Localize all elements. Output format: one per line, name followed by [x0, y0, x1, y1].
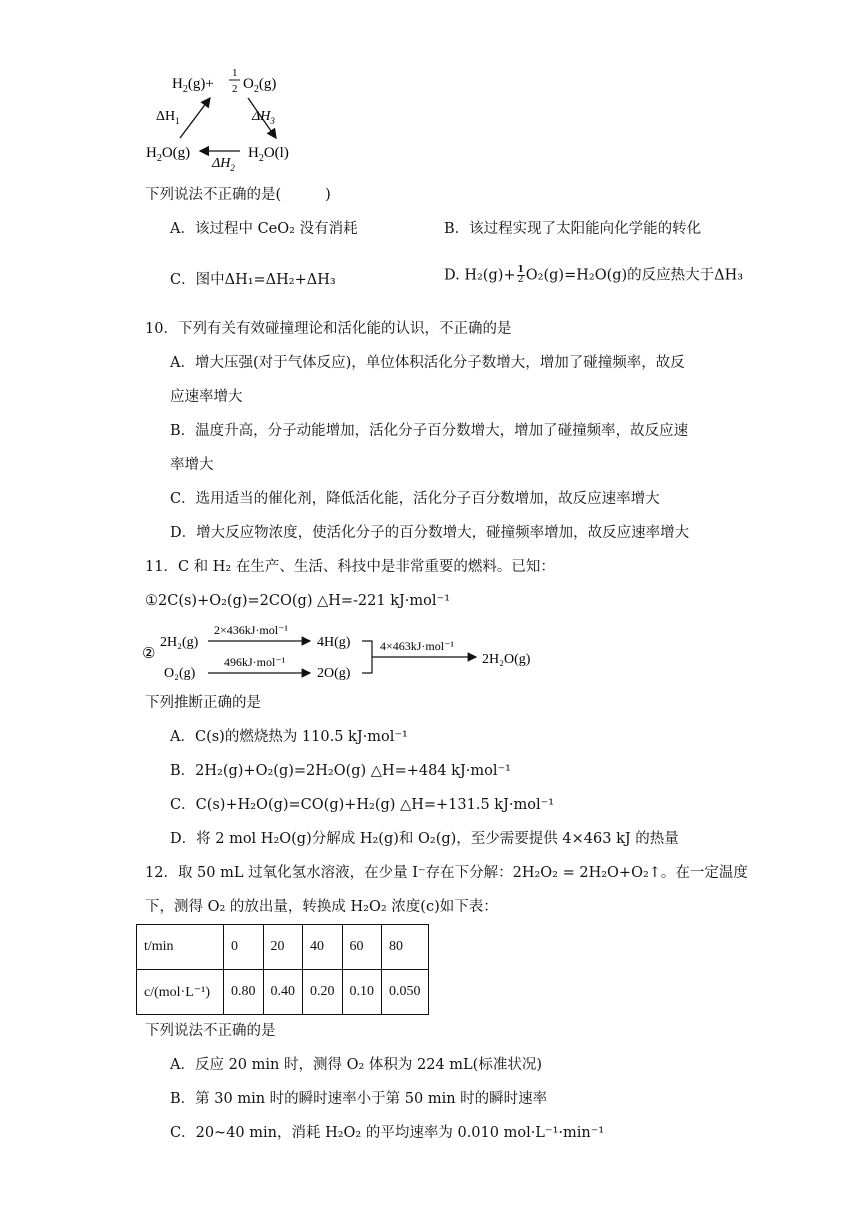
- energy-h2: 2×436kJ·mol⁻¹: [214, 623, 289, 637]
- q11-eq1: ①2C(s)+O₂(g)=2CO(g) △H=-221 kJ·mol⁻¹: [145, 593, 451, 609]
- label-dh3: $\Delta H_3$: [252, 109, 275, 126]
- table-cell: 0.40: [263, 970, 303, 1015]
- table-cell: 40: [303, 925, 343, 970]
- table-cell: 60: [342, 925, 382, 970]
- label-dh1: $\Delta H_1$: [156, 109, 180, 126]
- table-cell: 0.10: [342, 970, 382, 1015]
- hess-cycle-diagram: [140, 62, 340, 172]
- q10-option-a-line2: 应速率增大: [170, 389, 243, 405]
- q12-option-b: B．第 30 min 时的瞬时速率小于第 50 min 时的瞬时速率: [170, 1091, 548, 1107]
- top-species: $H_2(g)+$: [172, 76, 214, 95]
- top-o2: $O_2(g)$: [243, 76, 277, 95]
- table-row: [137, 970, 429, 1015]
- q12-prompt: 下列说法不正确的是: [145, 1023, 276, 1039]
- q12-option-c: C．20~40 min，消耗 H₂O₂ 的平均速率为 0.010 mol·L⁻¹·min⁻¹: [170, 1125, 605, 1141]
- q10-stem: 10．下列有关有效碰撞理论和活化能的认识，不正确的是: [145, 321, 512, 337]
- product-h: 4H(g): [317, 635, 351, 650]
- q11-prompt: 下列推断正确的是: [145, 695, 261, 711]
- q10-option-c: C．选用适当的催化剂，降低活化能，活化分子百分数增加，故反应速率增大: [170, 491, 660, 507]
- concentration-table: [136, 924, 429, 1015]
- q12-option-a: A．反应 20 min 时，测得 O₂ 体积为 224 mL(标准状况): [170, 1057, 542, 1073]
- q12-stem-line2: 下，测得 O₂ 的放出量，转换成 H₂O₂ 浓度(c)如下表：: [145, 899, 498, 915]
- label-dh2: $\Delta H_2$: [212, 156, 235, 172]
- q12-stem-line1: 12．取 50 mL 过氧化氢水溶液，在少量 I⁻存在下分解：2H₂O₂ = 2H₂O+O₂↑。在一定温度: [145, 865, 748, 881]
- q10-option-b-line1: B．温度升高，分子动能增加，活化分子百分数增大，增加了碰撞频率，故反应速: [170, 423, 689, 439]
- energy-h2o: 4×463kJ·mol⁻¹: [380, 639, 455, 653]
- table-cell: 20: [263, 925, 303, 970]
- table-cell: 0: [224, 925, 264, 970]
- q9-option-a: A．该过程中 CeO₂ 没有消耗: [170, 221, 358, 237]
- table-cell: 0.80: [224, 970, 264, 1015]
- table-cell: 0.050: [382, 970, 429, 1015]
- q11-option-b: B．2H₂(g)+O₂(g)=2H₂O(g) △H=+484 kJ·mol⁻¹: [170, 763, 511, 779]
- table-cell: t/min: [137, 925, 224, 970]
- table-cell: c/(mol·L⁻¹): [137, 970, 224, 1015]
- product-h2o: 2H₂O(g): [482, 652, 531, 667]
- bond-energy-diagram: [140, 622, 540, 686]
- q11-option-a: A．C(s)的燃烧热为 110.5 kJ·mol⁻¹: [170, 729, 408, 745]
- table-row: [137, 925, 429, 970]
- arrow-dh1: [180, 98, 210, 138]
- q9-option-c: C．图中ΔH₁=ΔH₂+ΔH₃: [170, 272, 336, 288]
- q10-option-d: D．增大反应物浓度，使活化分子的百分数增大，碰撞频率增加，故反应速率增大: [170, 525, 690, 541]
- right-h2o: $H_2O(l)$: [248, 145, 289, 164]
- table-cell: 80: [382, 925, 429, 970]
- product-o: 2O(g): [317, 666, 351, 681]
- q11-option-d: D．将 2 mol H₂O(g)分解成 H₂(g)和 O₂(g)，至少需要提供 4×463 kJ 的热量: [170, 831, 679, 847]
- energy-o2: 496kJ·mol⁻¹: [224, 655, 286, 669]
- q9-option-d: D. H₂(g)+ $\frac{1}{2}$ O₂(g)=H₂O(g)的反应热大于ΔH₃: [444, 265, 744, 285]
- frac-den: 2: [232, 83, 238, 95]
- q10-option-a-line1: A．增大压强(对于气体反应)，单位体积活化分子数增大，增加了碰撞频率，故反: [170, 355, 685, 371]
- left-h2o: $H_2O(g)$: [146, 145, 191, 164]
- q9-option-b: B．该过程实现了太阳能向化学能的转化: [444, 221, 702, 237]
- table-cell: 0.20: [303, 970, 343, 1015]
- reactant-o2: O₂(g): [164, 666, 196, 681]
- q11-stem: 11．C 和 H₂ 在生产、生活、科技中是非常重要的燃料。已知：: [145, 559, 555, 575]
- q11-option-c: C．C(s)+H₂O(g)=CO(g)+H₂(g) △H=+131.5 kJ·mol⁻¹: [170, 797, 555, 813]
- frac-num: 1: [232, 67, 238, 79]
- reactant-h2: 2H₂(g): [160, 635, 199, 650]
- circle-two: ②: [142, 646, 156, 662]
- q9-stem: 下列说法不正确的是( ): [145, 187, 331, 203]
- q10-option-b-line2: 率增大: [170, 457, 214, 473]
